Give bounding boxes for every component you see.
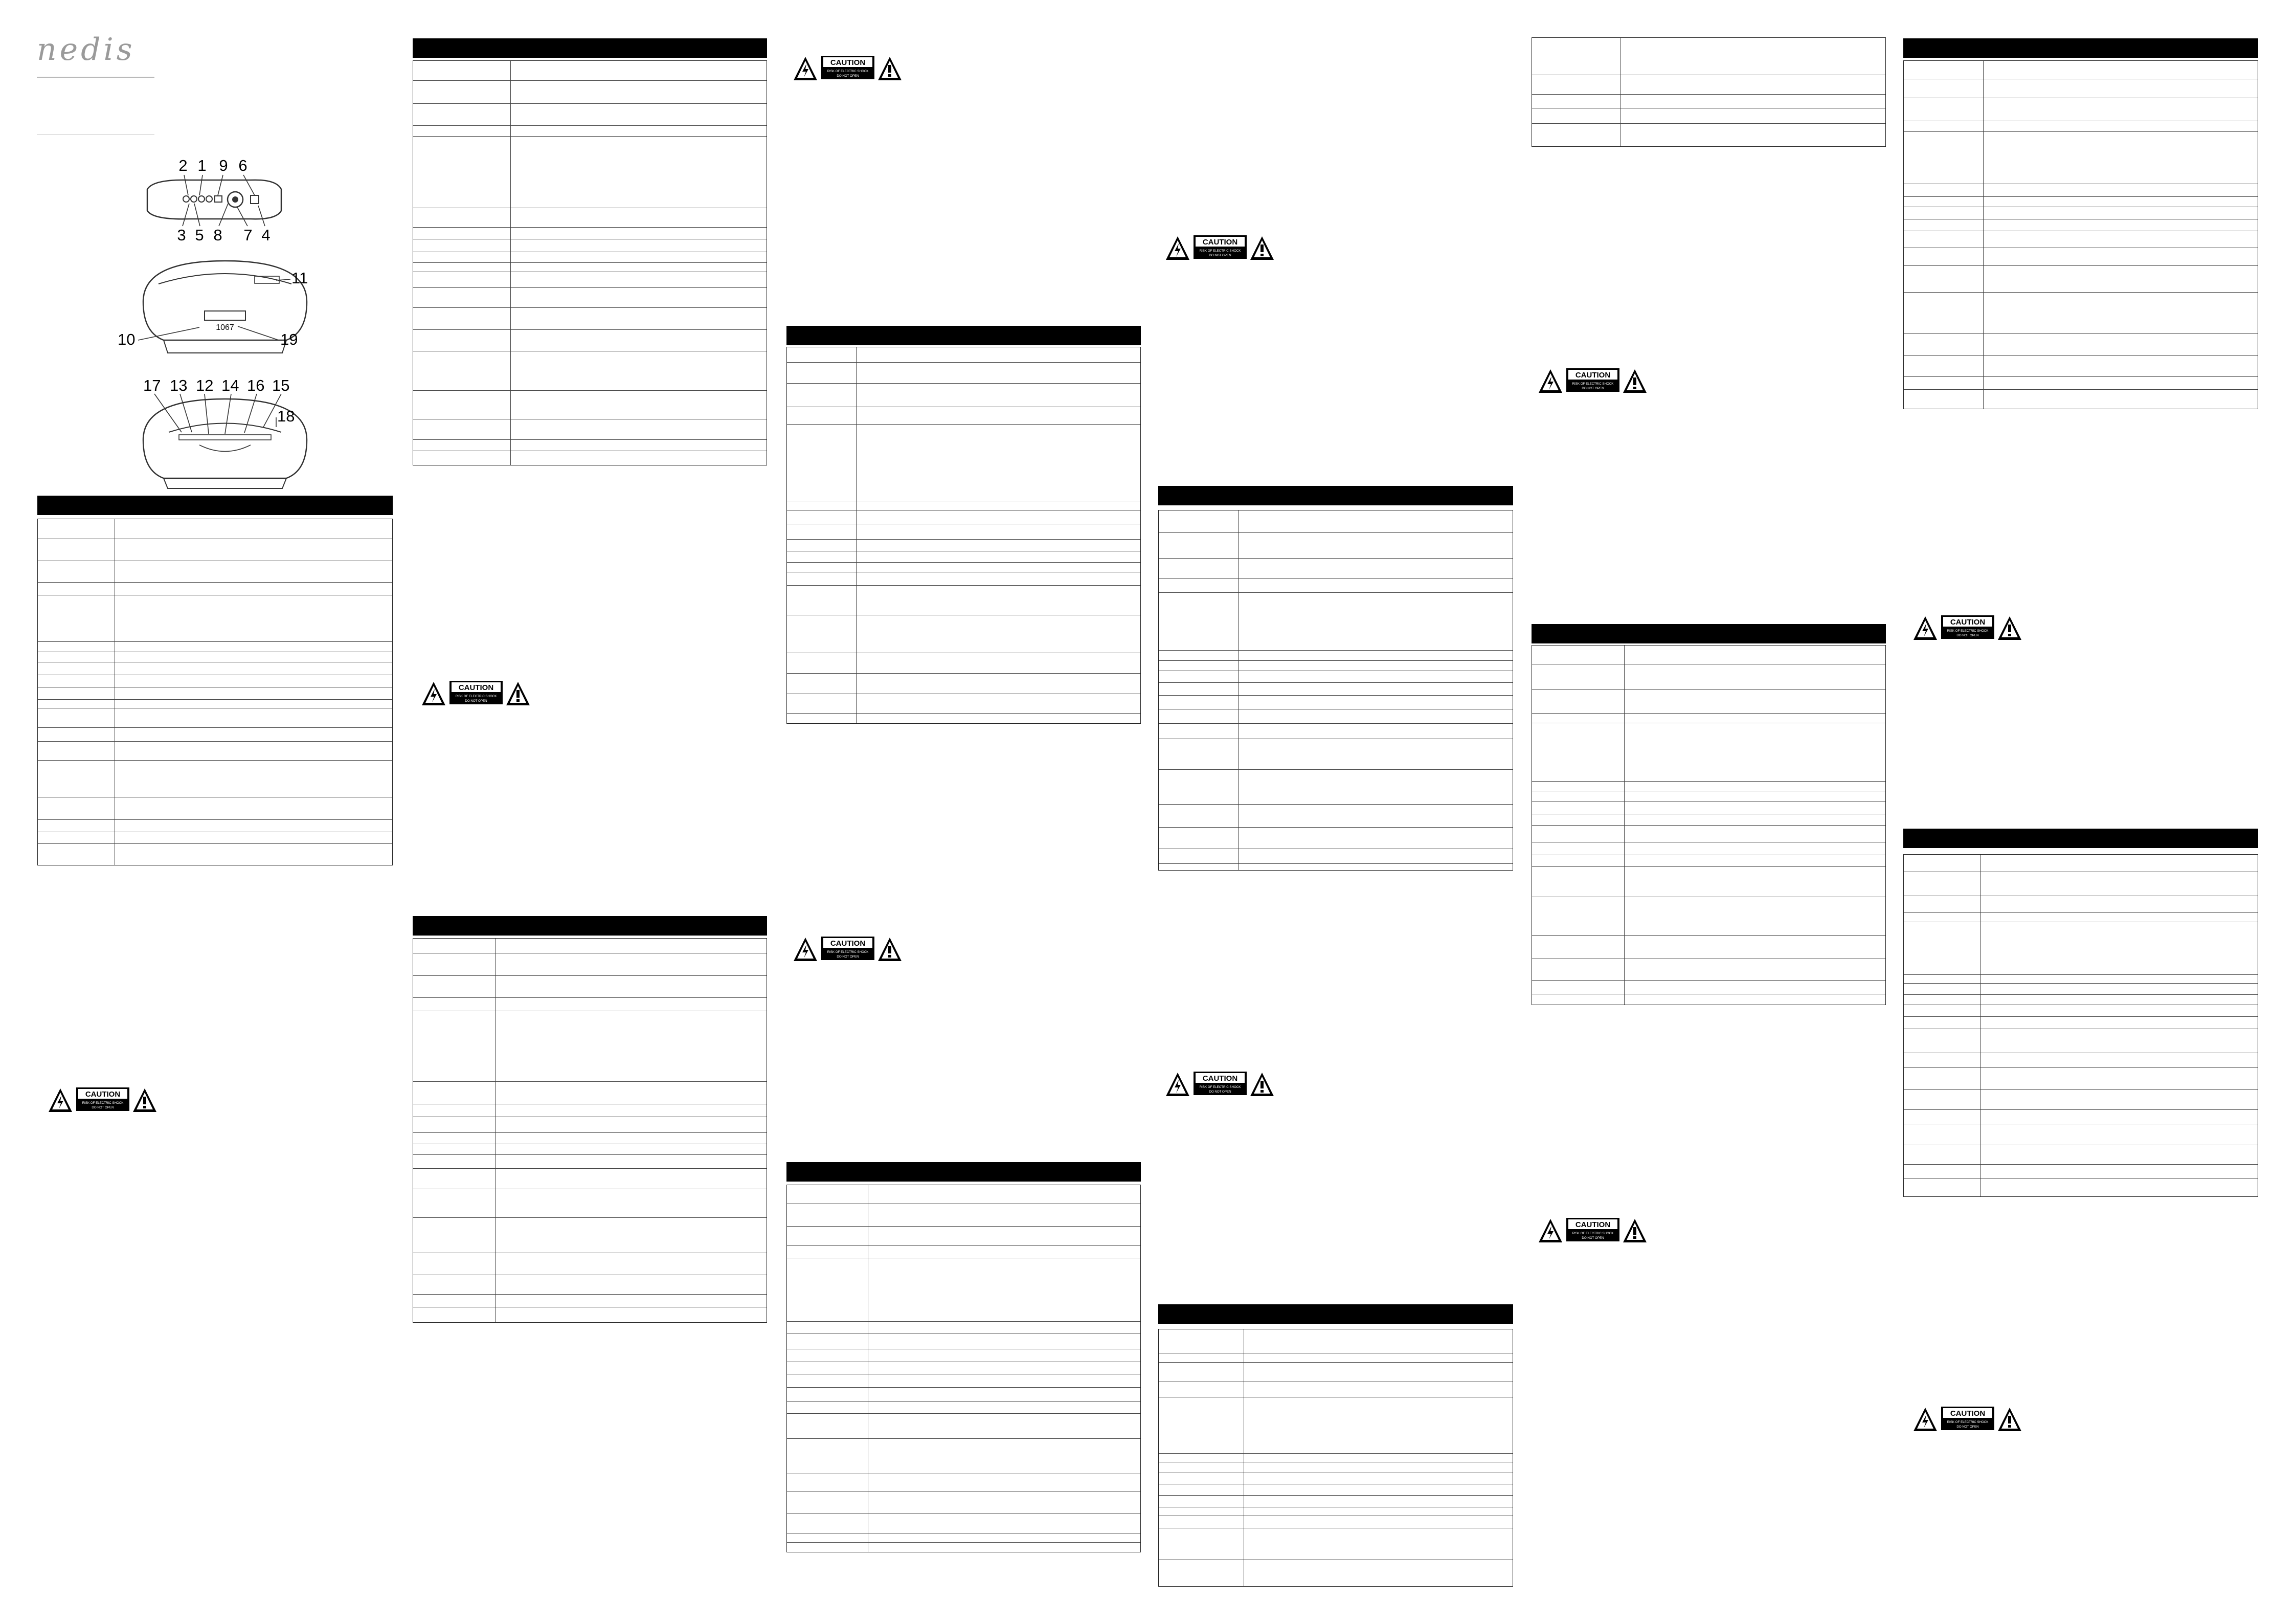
caution-title: CAUTION bbox=[1575, 371, 1611, 380]
section-header-bar bbox=[413, 916, 767, 936]
spec-table-row bbox=[1904, 994, 2258, 1005]
label-6: 6 bbox=[238, 157, 247, 174]
caution-title: CAUTION bbox=[1202, 1074, 1238, 1083]
spec-table-row bbox=[1904, 1016, 2258, 1029]
spec-table-row bbox=[1159, 1484, 1513, 1496]
spec-table-row bbox=[787, 501, 1140, 510]
spec-table-row bbox=[38, 641, 392, 652]
spec-table-row bbox=[787, 1533, 1140, 1543]
spec-table-row bbox=[787, 1413, 1140, 1439]
caution-line-1: RISK OF ELECTRIC SHOCK bbox=[827, 950, 869, 954]
spec-table-row bbox=[1159, 739, 1513, 770]
spec-table-row bbox=[787, 694, 1140, 714]
label-14: 14 bbox=[221, 376, 239, 394]
spec-table-row bbox=[413, 1081, 767, 1104]
header-rule bbox=[37, 134, 154, 135]
caution-title: CAUTION bbox=[1950, 618, 1986, 627]
spec-table-row bbox=[1159, 1362, 1513, 1382]
spec-table-row bbox=[38, 797, 392, 820]
spec-table-row bbox=[787, 383, 1140, 407]
spec-table-row bbox=[1159, 671, 1513, 683]
spec-table-row bbox=[1532, 866, 1885, 897]
spec-table-row bbox=[413, 997, 767, 1011]
spec-table-row bbox=[1904, 922, 2258, 975]
spec-table-row bbox=[1159, 1516, 1513, 1528]
spec-table-row bbox=[413, 103, 767, 126]
spec-table-row bbox=[413, 227, 767, 239]
spec-table-row bbox=[1904, 855, 2258, 872]
spec-table-row bbox=[413, 1307, 767, 1323]
spec-table bbox=[1532, 645, 1886, 1005]
label-1: 1 bbox=[197, 157, 207, 174]
spec-table-row bbox=[1159, 827, 1513, 849]
caution-label bbox=[48, 1086, 157, 1113]
label-11: 11 bbox=[291, 269, 308, 287]
caution-label bbox=[1165, 234, 1275, 261]
spec-table-row bbox=[1904, 231, 2258, 248]
spec-table-row bbox=[787, 539, 1140, 551]
spec-table-row bbox=[787, 424, 1140, 501]
spec-table-row bbox=[413, 136, 767, 208]
caution-line-2: DO NOT OPEN bbox=[837, 955, 859, 959]
spec-table-row bbox=[1904, 79, 2258, 98]
spec-table-row bbox=[787, 615, 1140, 653]
spec-table-row bbox=[413, 125, 767, 137]
spec-table-row bbox=[1904, 98, 2258, 121]
spec-table-row bbox=[787, 1204, 1140, 1227]
spec-table-row bbox=[1532, 994, 1885, 1005]
spec-table-row bbox=[1159, 1329, 1513, 1353]
spec-table-row bbox=[413, 1294, 767, 1307]
spec-table-row bbox=[413, 1217, 767, 1253]
spec-table-row bbox=[413, 1117, 767, 1133]
spec-table-row bbox=[1159, 695, 1513, 709]
caution-label bbox=[1165, 1071, 1275, 1097]
spec-table-divider bbox=[1238, 510, 1239, 870]
caution-title: CAUTION bbox=[830, 939, 866, 948]
spec-table bbox=[786, 1185, 1141, 1552]
label-18: 18 bbox=[277, 407, 295, 425]
spec-table-row bbox=[413, 390, 767, 419]
spec-table-row bbox=[1904, 1053, 2258, 1068]
spec-table-row bbox=[1904, 1089, 2258, 1110]
spec-table-row bbox=[1532, 664, 1885, 690]
spec-table-row bbox=[38, 727, 392, 742]
spec-table-row bbox=[787, 1474, 1140, 1492]
spec-table-row bbox=[1904, 896, 2258, 913]
spec-table-row bbox=[413, 1189, 767, 1218]
spec-table bbox=[786, 347, 1141, 724]
spec-table-row bbox=[413, 80, 767, 104]
caution-line-1: RISK OF ELECTRIC SHOCK bbox=[1199, 1085, 1241, 1089]
spec-table-row bbox=[787, 713, 1140, 724]
spec-table-row bbox=[1159, 1382, 1513, 1397]
spec-table-row bbox=[787, 1185, 1140, 1204]
spec-table-row bbox=[38, 595, 392, 642]
spec-table-row bbox=[1159, 709, 1513, 724]
label-13: 13 bbox=[170, 376, 188, 394]
spec-table-row bbox=[787, 1245, 1140, 1258]
spec-table bbox=[413, 938, 767, 1323]
spec-table-row bbox=[1159, 769, 1513, 805]
spec-table bbox=[413, 60, 767, 465]
spec-table-row bbox=[1159, 863, 1513, 871]
spec-table-row bbox=[413, 953, 767, 976]
spec-table-row bbox=[413, 939, 767, 953]
caution-line-2: DO NOT OPEN bbox=[1582, 1236, 1604, 1240]
spec-table-row bbox=[1159, 558, 1513, 579]
caution-line-2: DO NOT OPEN bbox=[1209, 1090, 1231, 1094]
spec-table-row bbox=[1904, 1109, 2258, 1124]
spec-table-row bbox=[1904, 292, 2258, 334]
spec-table-row bbox=[413, 1144, 767, 1155]
spec-table-row bbox=[1159, 723, 1513, 739]
spec-table-row bbox=[1532, 897, 1885, 936]
spec-table-row bbox=[1532, 842, 1885, 855]
spec-table-row bbox=[1904, 207, 2258, 219]
section-header-bar bbox=[1903, 38, 2258, 58]
spec-table-row bbox=[1904, 355, 2258, 377]
spec-table-row bbox=[787, 551, 1140, 563]
label-3: 3 bbox=[177, 226, 186, 244]
caution-line-2: DO NOT OPEN bbox=[1956, 1425, 1979, 1429]
caution-line-1: RISK OF ELECTRIC SHOCK bbox=[1572, 382, 1614, 386]
spec-table-row bbox=[38, 582, 392, 595]
spec-table-row bbox=[1159, 1560, 1513, 1587]
spec-table-row bbox=[413, 307, 767, 330]
caution-title: CAUTION bbox=[830, 58, 866, 67]
spec-table-row bbox=[413, 252, 767, 263]
spec-table-row bbox=[1904, 912, 2258, 922]
label-19: 19 bbox=[280, 330, 298, 348]
label-4: 4 bbox=[261, 226, 271, 244]
spec-table-row bbox=[1904, 333, 2258, 356]
device-top-view bbox=[147, 180, 281, 219]
spec-table-row bbox=[1159, 579, 1513, 593]
spec-table-row bbox=[38, 708, 392, 728]
spec-table-row bbox=[1532, 723, 1885, 782]
spec-table-row bbox=[1532, 75, 1885, 95]
spec-table-row bbox=[1159, 532, 1513, 559]
spec-table-row bbox=[787, 407, 1140, 425]
label-7: 7 bbox=[243, 226, 253, 244]
spec-table-row bbox=[1159, 1473, 1513, 1484]
spec-table-row bbox=[1904, 1005, 2258, 1017]
spec-table-row bbox=[787, 1514, 1140, 1533]
spec-table-row bbox=[1904, 121, 2258, 132]
spec-table-row bbox=[787, 1438, 1140, 1474]
spec-table-row bbox=[1159, 592, 1513, 651]
spec-table-row bbox=[1904, 1124, 2258, 1145]
spec-table-row bbox=[787, 1362, 1140, 1374]
label-17: 17 bbox=[143, 376, 161, 394]
spec-table-row bbox=[38, 699, 392, 708]
spec-table-row bbox=[38, 843, 392, 856]
spec-table-row bbox=[38, 519, 392, 539]
spec-table-divider bbox=[856, 347, 857, 723]
caution-line-2: DO NOT OPEN bbox=[465, 699, 487, 703]
spec-table-divider bbox=[510, 61, 511, 465]
label-16: 16 bbox=[247, 376, 265, 394]
caution-title: CAUTION bbox=[1202, 238, 1238, 247]
spec-table-row bbox=[1159, 1528, 1513, 1560]
spec-table-row bbox=[413, 1011, 767, 1082]
caution-line-1: RISK OF ELECTRIC SHOCK bbox=[1199, 249, 1241, 253]
label-2: 2 bbox=[178, 157, 188, 174]
spec-table bbox=[1158, 510, 1513, 871]
spec-table-row bbox=[413, 439, 767, 451]
label-10: 10 bbox=[118, 330, 136, 348]
caution-line-1: RISK OF ELECTRIC SHOCK bbox=[1947, 629, 1989, 633]
caution-title: CAUTION bbox=[85, 1090, 121, 1099]
section-header-bar bbox=[37, 496, 393, 515]
spec-table-row bbox=[1904, 389, 2258, 409]
spec-table-row bbox=[787, 1226, 1140, 1246]
spec-table bbox=[1903, 60, 2258, 409]
spec-table-row bbox=[1904, 1145, 2258, 1165]
caution-title: CAUTION bbox=[458, 683, 494, 692]
spec-table-divider bbox=[1980, 855, 1981, 1196]
caution-line-2: DO NOT OPEN bbox=[92, 1106, 114, 1109]
spec-table bbox=[1158, 1329, 1513, 1587]
caution-label bbox=[1912, 1406, 2022, 1432]
spec-table bbox=[37, 519, 393, 865]
label-9: 9 bbox=[219, 157, 228, 174]
spec-table-row bbox=[1904, 184, 2258, 197]
nedis-logo: nedis bbox=[37, 32, 136, 68]
caution-label bbox=[1912, 614, 2022, 641]
spec-table-row bbox=[787, 585, 1140, 615]
caution-label bbox=[1538, 367, 1648, 394]
spec-table-row bbox=[1532, 94, 1885, 108]
spec-table-row bbox=[413, 419, 767, 440]
spec-table-row bbox=[1904, 248, 2258, 266]
spec-table-row bbox=[1532, 646, 1885, 664]
label-8: 8 bbox=[213, 226, 222, 244]
spec-table-row bbox=[413, 329, 767, 351]
spec-table-row bbox=[38, 832, 392, 844]
label-5: 5 bbox=[195, 226, 204, 244]
spec-table-row bbox=[413, 975, 767, 998]
spec-table-row bbox=[1532, 689, 1885, 714]
spec-table-row bbox=[38, 652, 392, 662]
spec-table-row bbox=[787, 653, 1140, 674]
spec-table-row bbox=[1159, 1507, 1513, 1516]
spec-table-row bbox=[1532, 980, 1885, 994]
spec-table bbox=[1903, 854, 2258, 1197]
spec-table-row bbox=[1904, 1029, 2258, 1053]
spec-table-row bbox=[1532, 959, 1885, 981]
caution-line-2: DO NOT OPEN bbox=[1209, 254, 1231, 257]
spec-table-row bbox=[1532, 781, 1885, 791]
spec-table-row bbox=[1159, 1462, 1513, 1473]
caution-label bbox=[1538, 1217, 1648, 1243]
spec-table-row bbox=[1904, 131, 2258, 184]
spec-table-row bbox=[1904, 974, 2258, 984]
spec-table-row bbox=[1159, 660, 1513, 671]
spec-table-row bbox=[413, 61, 767, 80]
spec-table-row bbox=[1159, 510, 1513, 532]
spec-table-row bbox=[1532, 123, 1885, 147]
product-diagram bbox=[118, 148, 327, 486]
spec-table-row bbox=[38, 662, 392, 675]
spec-table-row bbox=[1904, 1067, 2258, 1090]
spec-table-row bbox=[413, 208, 767, 228]
caution-line-1: RISK OF ELECTRIC SHOCK bbox=[1572, 1232, 1614, 1235]
spec-table-row bbox=[787, 673, 1140, 694]
spec-table-row bbox=[787, 1258, 1140, 1322]
spec-table-row bbox=[38, 819, 392, 832]
spec-table-row bbox=[413, 1104, 767, 1117]
spec-table-row bbox=[787, 562, 1140, 572]
spec-table-row bbox=[1532, 935, 1885, 959]
spec-table-row bbox=[1159, 650, 1513, 661]
spec-table-row bbox=[1159, 1495, 1513, 1507]
spec-table-row bbox=[1904, 872, 2258, 896]
spec-table-row bbox=[413, 239, 767, 252]
spec-table-row bbox=[1904, 196, 2258, 207]
spec-table-row bbox=[413, 262, 767, 272]
label-15: 15 bbox=[272, 376, 290, 394]
front-display-value: 1067 bbox=[216, 323, 234, 332]
spec-table-row bbox=[1159, 1453, 1513, 1462]
spec-table-row bbox=[413, 287, 767, 308]
spec-table-row bbox=[38, 539, 392, 561]
section-header-bar bbox=[786, 326, 1141, 345]
spec-table-row bbox=[1159, 1353, 1513, 1363]
spec-table-row bbox=[1159, 849, 1513, 864]
spec-table-row bbox=[1532, 814, 1885, 826]
label-12: 12 bbox=[196, 376, 214, 394]
spec-table-row bbox=[1532, 713, 1885, 723]
caution-title: CAUTION bbox=[1575, 1220, 1611, 1229]
spec-table-row bbox=[787, 1374, 1140, 1388]
spec-table-row bbox=[1532, 38, 1885, 75]
spec-table-divider bbox=[1624, 646, 1625, 1005]
spec-table-divider bbox=[1983, 61, 1984, 409]
spec-table-row bbox=[1532, 802, 1885, 814]
spec-table-row bbox=[413, 1168, 767, 1189]
section-header-bar bbox=[1158, 1304, 1513, 1324]
spec-table-row bbox=[787, 347, 1140, 362]
caution-label bbox=[793, 55, 903, 81]
section-header-bar bbox=[786, 1162, 1141, 1182]
spec-table-row bbox=[1904, 983, 2258, 995]
spec-table-row bbox=[787, 1349, 1140, 1362]
spec-table-row bbox=[413, 272, 767, 288]
section-header-bar bbox=[1532, 624, 1886, 643]
spec-table-row bbox=[787, 362, 1140, 384]
spec-table-row bbox=[1532, 855, 1885, 867]
spec-table-row bbox=[413, 351, 767, 391]
spec-table-row bbox=[787, 1387, 1140, 1401]
spec-table-row bbox=[1904, 1164, 2258, 1178]
spec-table-row bbox=[413, 1154, 767, 1169]
spec-table bbox=[1532, 37, 1886, 147]
section-header-bar bbox=[1903, 829, 2258, 848]
spec-table-row bbox=[1159, 804, 1513, 828]
spec-table-row bbox=[787, 510, 1140, 524]
spec-table-row bbox=[1904, 219, 2258, 231]
spec-table-row bbox=[1159, 1397, 1513, 1454]
spec-table-row bbox=[1159, 682, 1513, 696]
spec-table-row bbox=[1904, 61, 2258, 79]
spec-table-row bbox=[1904, 1178, 2258, 1197]
spec-table-row bbox=[787, 1401, 1140, 1414]
spec-table-row bbox=[1532, 108, 1885, 124]
spec-table-row bbox=[787, 524, 1140, 540]
section-header-bar bbox=[1158, 486, 1513, 505]
spec-table-row bbox=[1532, 791, 1885, 802]
spec-table-row bbox=[1904, 376, 2258, 390]
spec-table-row bbox=[38, 561, 392, 583]
spec-table-row bbox=[38, 675, 392, 687]
spec-table-row bbox=[787, 572, 1140, 586]
section-header-bar bbox=[413, 38, 767, 58]
logo-rule bbox=[37, 77, 154, 78]
caution-line-1: RISK OF ELECTRIC SHOCK bbox=[455, 695, 497, 698]
caution-line-1: RISK OF ELECTRIC SHOCK bbox=[1947, 1420, 1989, 1424]
spec-table-row bbox=[1532, 825, 1885, 842]
spec-table-row bbox=[787, 1321, 1140, 1333]
spec-table-row bbox=[38, 760, 392, 797]
caution-line-1: RISK OF ELECTRIC SHOCK bbox=[827, 70, 869, 73]
spec-table-row bbox=[1904, 265, 2258, 293]
spec-table-row bbox=[413, 1253, 767, 1275]
spec-table-row bbox=[38, 741, 392, 761]
spec-table-row bbox=[787, 1542, 1140, 1552]
caution-label bbox=[793, 936, 903, 962]
caution-line-2: DO NOT OPEN bbox=[1582, 387, 1604, 390]
spec-table-row bbox=[787, 1333, 1140, 1349]
spec-table-row bbox=[413, 1275, 767, 1295]
spec-table-row bbox=[413, 1132, 767, 1144]
caution-line-2: DO NOT OPEN bbox=[837, 74, 859, 78]
spec-table-row bbox=[787, 1492, 1140, 1514]
caution-label bbox=[421, 680, 531, 706]
caution-line-2: DO NOT OPEN bbox=[1956, 634, 1979, 637]
spec-table-row bbox=[38, 687, 392, 700]
spec-table-row bbox=[413, 451, 767, 465]
spec-table-divider bbox=[495, 939, 496, 1322]
caution-line-1: RISK OF ELECTRIC SHOCK bbox=[82, 1101, 124, 1105]
caution-title: CAUTION bbox=[1950, 1409, 1986, 1418]
